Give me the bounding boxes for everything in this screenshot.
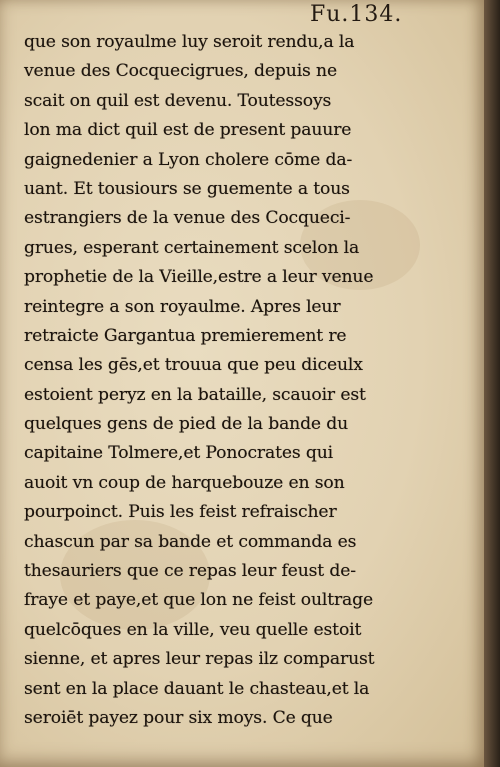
text-line: auoit vn coup de harquebouze en son — [24, 472, 345, 493]
text-line: pourpoinct. Puis les feist refraischer — [24, 502, 337, 523]
text-line: estoient peryz en la bataille, scauoir est — [24, 384, 366, 405]
text-line: retraicte Gargantua premierement re — [24, 325, 347, 346]
text-line: prophetie de la Vieille,estre a leur venue — [24, 267, 374, 288]
text-line: uant. Et tousiours se guemente a tous — [24, 178, 350, 199]
text-line: grues, esperant certainement scelon la — [24, 237, 360, 258]
text-line: sienne, et apres leur repas ilz comparust — [24, 649, 375, 670]
text-line: venue des Cocquecigrues, depuis ne — [24, 61, 337, 82]
text-line: thesauriers que ce repas leur feust de- — [24, 561, 356, 582]
text-line: quelcōques en la ville, veu quelle estoit — [24, 619, 362, 640]
text-line: chascun par sa bande et commanda es — [24, 531, 357, 552]
text-block — [24, 28, 444, 733]
text-line: seroiēt payez pour six moys. Ce que — [24, 707, 333, 728]
text-line: fraye et paye,et que lon ne feist oultrage — [24, 590, 374, 611]
text-line: reintegre a son royaulme. Apres leur — [24, 296, 341, 317]
page-edge-shadow — [484, 0, 500, 767]
text-line: scait on quil est devenu. Toutessoys — [24, 90, 332, 111]
text-line: censa les gēs,et trouua que peu diceulx — [24, 355, 363, 376]
folio-number: Fu.134. — [310, 2, 403, 27]
text-line: lon ma dict quil est de present pauure — [24, 120, 352, 141]
text-line: sent en la place dauant le chasteau,et la — [24, 678, 370, 699]
text-line: gaignedenier a Lyon cholere cōme da- — [24, 149, 353, 170]
text-line: capitaine Tolmere,et Ponocrates qui — [24, 443, 333, 464]
text-line: quelques gens de pied de la bande du — [24, 414, 349, 435]
text-line: que son royaulme luy seroit rendu,a la — [24, 32, 355, 52]
text-line: estrangiers de la venue des Cocqueci- — [24, 208, 351, 229]
